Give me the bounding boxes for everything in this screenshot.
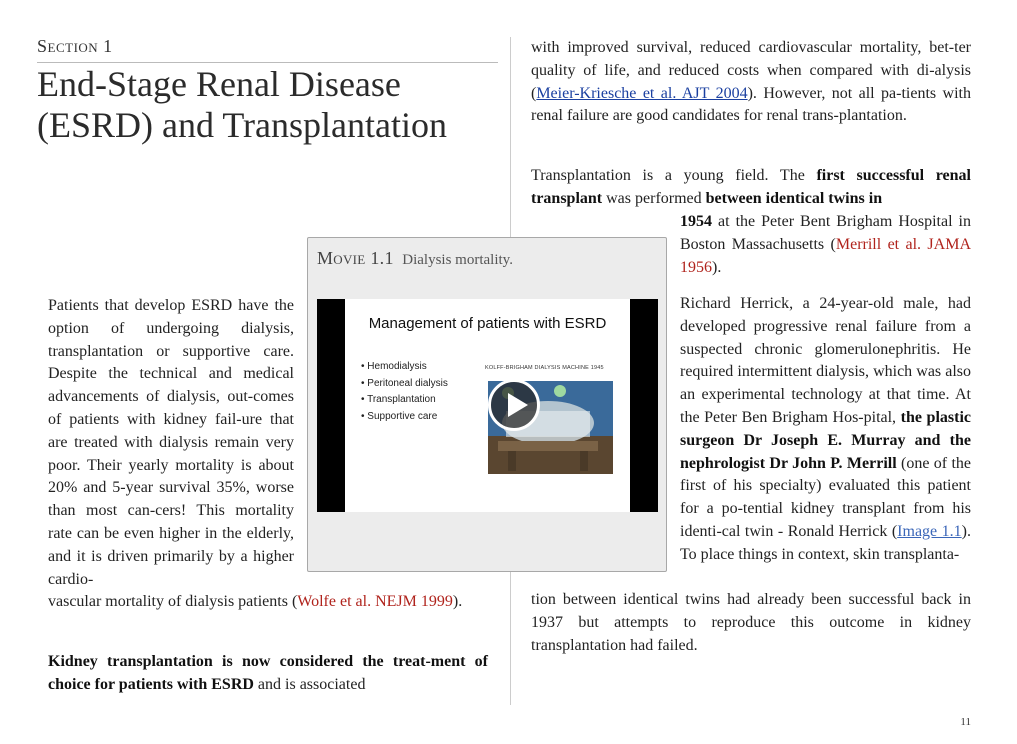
right-paragraph-3-continued: tion between identical twins had already been successful back in 1937 but attempts to reproduce this outcome in kidney transplantation had failed. [531,591,971,654]
title-divider [37,62,498,63]
slide-list-item: • Hemodialysis [361,361,427,372]
right-paragraph-3 [680,293,971,567]
reference-link-meier[interactable]: Meier-Kriesche et al. AJT 2004 [536,84,748,102]
text-span: and is associated [253,675,366,693]
text-span: with improved survival, reduced cardiovascular mortality, bet-ter quality of life, and reduced costs when compared with di-alysis ( [531,39,971,102]
slide-list-item: • Transplantation [361,394,436,405]
play-icon [508,393,528,417]
text-span: ). [452,593,463,610]
slide-photo-caption: KOLFF-BRIGHAM DIALYSIS MACHINE 1945 [485,365,604,371]
section-label: Section 1 [37,36,113,56]
text-span: ). However, not all pa-tients with renal failure are good candidates for renal trans-plantation. [531,84,972,125]
movie-description: Dialysis mortality. [402,252,513,268]
left-paragraph-2 [48,651,488,697]
reference-link-merrill[interactable]: Merrill et al. JAMA 1956 [680,235,971,276]
left-paragraph-1-continued [48,591,488,614]
slide-list-item: • Peritoneal dialysis [361,377,448,389]
text-span: vascular mortality of dialysis patients ( [48,593,298,610]
bold-text: Kidney transplantation is now considered the treat-ment of choice for patients with ESRD [48,653,488,693]
play-button[interactable] [488,379,540,431]
right-paragraph-1 [531,37,971,128]
movie-caption [317,248,513,269]
text-span: Richard Herrick, a 24-year-old male, had developed progressive renal failure from a suspected chronic glomerulonephritis. He required intermittent dialysis, which was also an experimental technology at that time. At the Peter Ben Brigham Hos-pital, [680,295,971,426]
right-paragraph-2-continued [680,211,971,279]
video-frame [345,299,630,512]
movie-widget [307,237,667,572]
page-title: End-Stage Renal Disease (ESRD) and Transplantation [37,64,447,145]
page-number: 11 [960,716,971,728]
video-player[interactable] [317,299,658,512]
bold-text: the plastic surgeon Dr Joseph E. Murray and the nephrologist Dr John P. Merrill [680,408,971,472]
bold-text: first successful renal transplant [531,167,971,207]
bold-text: between identical twins in [705,189,883,207]
slide-list-item: • Supportive care [361,410,438,422]
text-span: ). [712,258,722,276]
text-span: at the Peter Bent Brigham Hospital in Boston Massachusetts ( [680,213,971,253]
slide-list [361,359,448,425]
text-span: ). To place things in context, skin transplanta- [680,522,971,563]
text-span: was performed [602,189,706,207]
bold-text: 1954 [680,213,712,230]
slide-title: Management of patients with ESRD [368,315,607,332]
reference-link-wolfe[interactable]: Wolfe et al. NEJM 1999 [297,593,453,610]
movie-label: Movie 1.1 [317,248,394,268]
text-span: (one of the first of his specialty) evaluated this patient for a po-tential kidney transplant from his identi-cal twin - Ronald Herrick ( [680,454,971,540]
left-paragraph-1: Patients that develop ESRD have the option of undergoing dialysis, transplantation or supportive care. Despite the technical and medical advancements of dialysis, out-comes of patients with kidney fail-ure that are treated with dialysis remain very poor. Their yearly mortality is about 20% and 5-year survival 35%, worse than most can-cers! This mortality rate can be even higher in the elderly, and it is driven primarily by a higher cardio- [48,297,294,588]
image-link[interactable]: Image 1.1 [897,522,962,540]
right-paragraph-2 [531,165,971,211]
text-span: Transplantation is a young field. The [531,167,817,184]
